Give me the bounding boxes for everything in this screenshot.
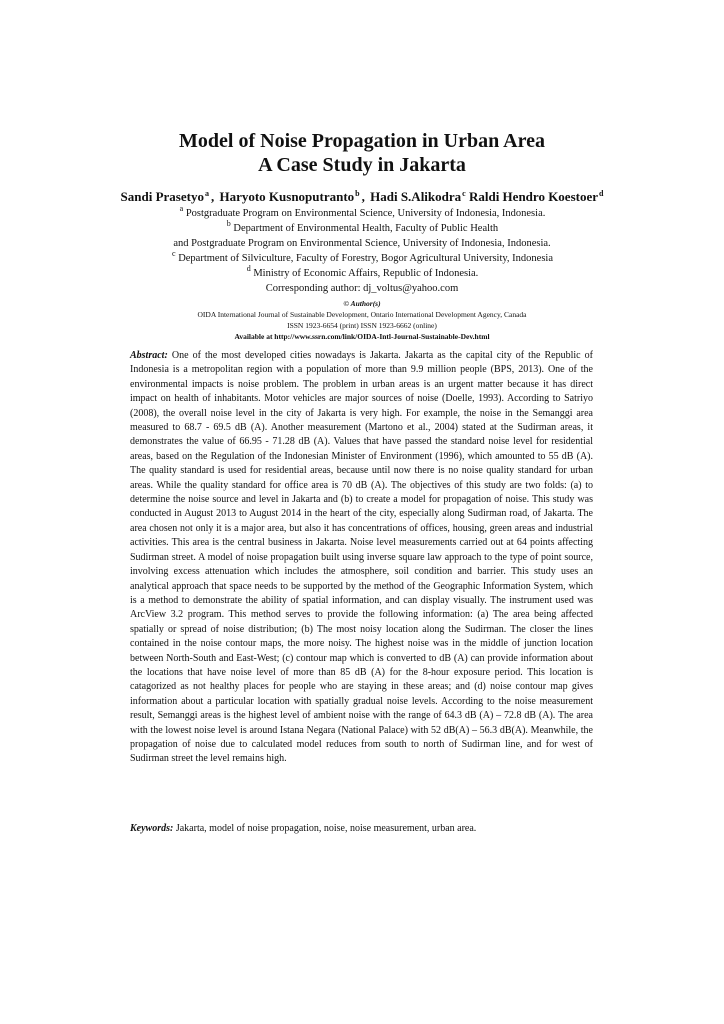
author-4: [469, 189, 603, 204]
availability-link: Available at http://www.ssrn.com/link/OIDA-Intl-Journal-Sustainable-Dev.html: [234, 332, 490, 341]
author-affiliation-mark: b: [355, 189, 360, 198]
affiliation-b: $^b$ Department of Environmental Health, Faculty of Public Health: [226, 219, 499, 234]
copyright-notice: © Author(s): [343, 299, 381, 308]
author-affiliation-mark: a: [204, 189, 209, 198]
author-list: Sandi Prasetyo$^a$ , Haryoto Kusnoputranto$^b$ , Hadi S.Alikodra$^c$ Raldi Hendro Koestoer$^d$: [120, 189, 604, 204]
author-affiliation-mark: c: [462, 189, 466, 198]
abstract-text: One of the most developed cities nowadays is Jakarta. Jakarta as the capital city of the Republic of Indonesia is a metropolitan region with a population of more than 9.9 million people (BPS, 2013). One of the environmental impacts is noise problem. The problem in urban areas is an urgent matter because it has direct impact on health of inhabitants. Motor vehicles are major sources of noise (Doelle, 1993). According to Satriyo (2008), the overall noise level in the city of Jakarta is very high. For example, the noise in the Semanggi area measured to 68.7 - 69.5 dB (A). Another measurement (Martono et al., 2004) stated at the Sudirman areas, it demonstrates the value of 66.95 - 71.28 dB (A). Values that have passed the standard noise level for residential areas, based on the Regulation of the Indonesian Minister of Environment (1996), which amounted to 55 dB (A). The quality standard is used for residential areas, because until now there is no noise quality standard for urban areas. While the quality standard for office area is 70 dB (A). The objectives of this study are two folds: (a) to determine the noise source and level in Jakarta and (b) to create a model for propagation of noise. This study was conducted in August 2013 to August 2014 in the heart of the city, especially along Sudirman road, of Jakarta. The area chosen not only it is a major area, but also it has concentrations of offices, housing, green areas and industrial activities. This area is the central business in Jakarta. Noise level measurements carried out at 64 points affecting Sudirman street. A model of noise propagation built using inverse square law approach to the type of point source, involving excess attenuation which includes the atmosphere, soil condition and barrier. This study uses an analytical approach that space needs to be supported by the method of the Geographic Information System, which is a method to demonstrate the ability of spatial information, and can display visually. The instrument used was ArcView 3.2 program. This method serves to provide the following information: (a) The area being affected spatially or spread of noise distribution; (b) The most noisy location along the Sudirman. The closer the lines contained in the noise contour maps, the more noisy. The highest noise was in the middle of junction location between North-South and East-West; (c) contour map which is converted to dB (A) can provide information about the locations that have noise level of more than 85 dB (A) for the 8-hour exposure period. This location is catagorized as not healthy places for people who are staying in these areas; and (d) noise contour map gives information about a particular location with spatially gradual noise levels. According to the noise measurement result, Semanggi areas is the highest level of ambient noise with the range of 64.3 dB (A) – 72.8 dB (A). The area with the lowest noise level is around Istana Negara (National Palace) with 52 dB(A) – 56.3 dB(A). Meanwhile, the propagation of noise due to calculated model reduces from south to north of Sudirman line, and for west of Sudirman street the level remains high.: [130, 350, 593, 765]
author-1: [121, 189, 209, 204]
author-affiliation-mark: d: [599, 189, 604, 198]
author-name: Hadi S.Alikodra: [370, 189, 462, 204]
author-name: Sandi Prasetyo: [120, 189, 204, 204]
author-2: [219, 189, 359, 204]
keywords-text: Jakarta, model of noise propagation, noise, noise measurement, urban area.: [175, 823, 477, 834]
author-3: [370, 189, 466, 204]
affiliation-d: $^d$ Ministry of Economic Affairs, Republic of Indonesia.: [246, 264, 479, 279]
journal-name: OIDA International Journal of Sustainable Development, Ontario International Development Agency, Canada: [197, 310, 527, 319]
abstract: [130, 349, 593, 767]
keywords-label: Keywords:: [130, 823, 174, 834]
author-name: Haryoto Kusnoputranto: [219, 189, 355, 204]
affiliation-c: $^c$ Department of Silviculture, Faculty of Forestry, Bogor Agricultural University, Indonesia: [172, 249, 553, 264]
issn-info: ISSN 1923-6654 (print) ISSN 1923-6662 (online): [287, 321, 437, 330]
affiliation-a: $^a$ Postgraduate Program on Environmental Science, University of Indonesia, Indonesia.: [179, 204, 546, 219]
paper-title-line-1: Model of Noise Propagation in Urban Area: [179, 130, 545, 152]
corresponding-author: Corresponding author: dj_voltus@yahoo.com: [265, 283, 459, 294]
abstract-label: Abstract:: [130, 350, 168, 361]
affiliation-b-continued: and Postgraduate Program on Environmental Science, University of Indonesia, Indonesia.: [173, 238, 551, 249]
publication-info: [0, 298, 724, 342]
keywords: [130, 822, 593, 836]
author-name: Raldi Hendro Koestoer: [468, 189, 598, 204]
paper-title-line-2: A Case Study in Jakarta: [258, 154, 466, 176]
affiliation-block: [0, 206, 724, 296]
